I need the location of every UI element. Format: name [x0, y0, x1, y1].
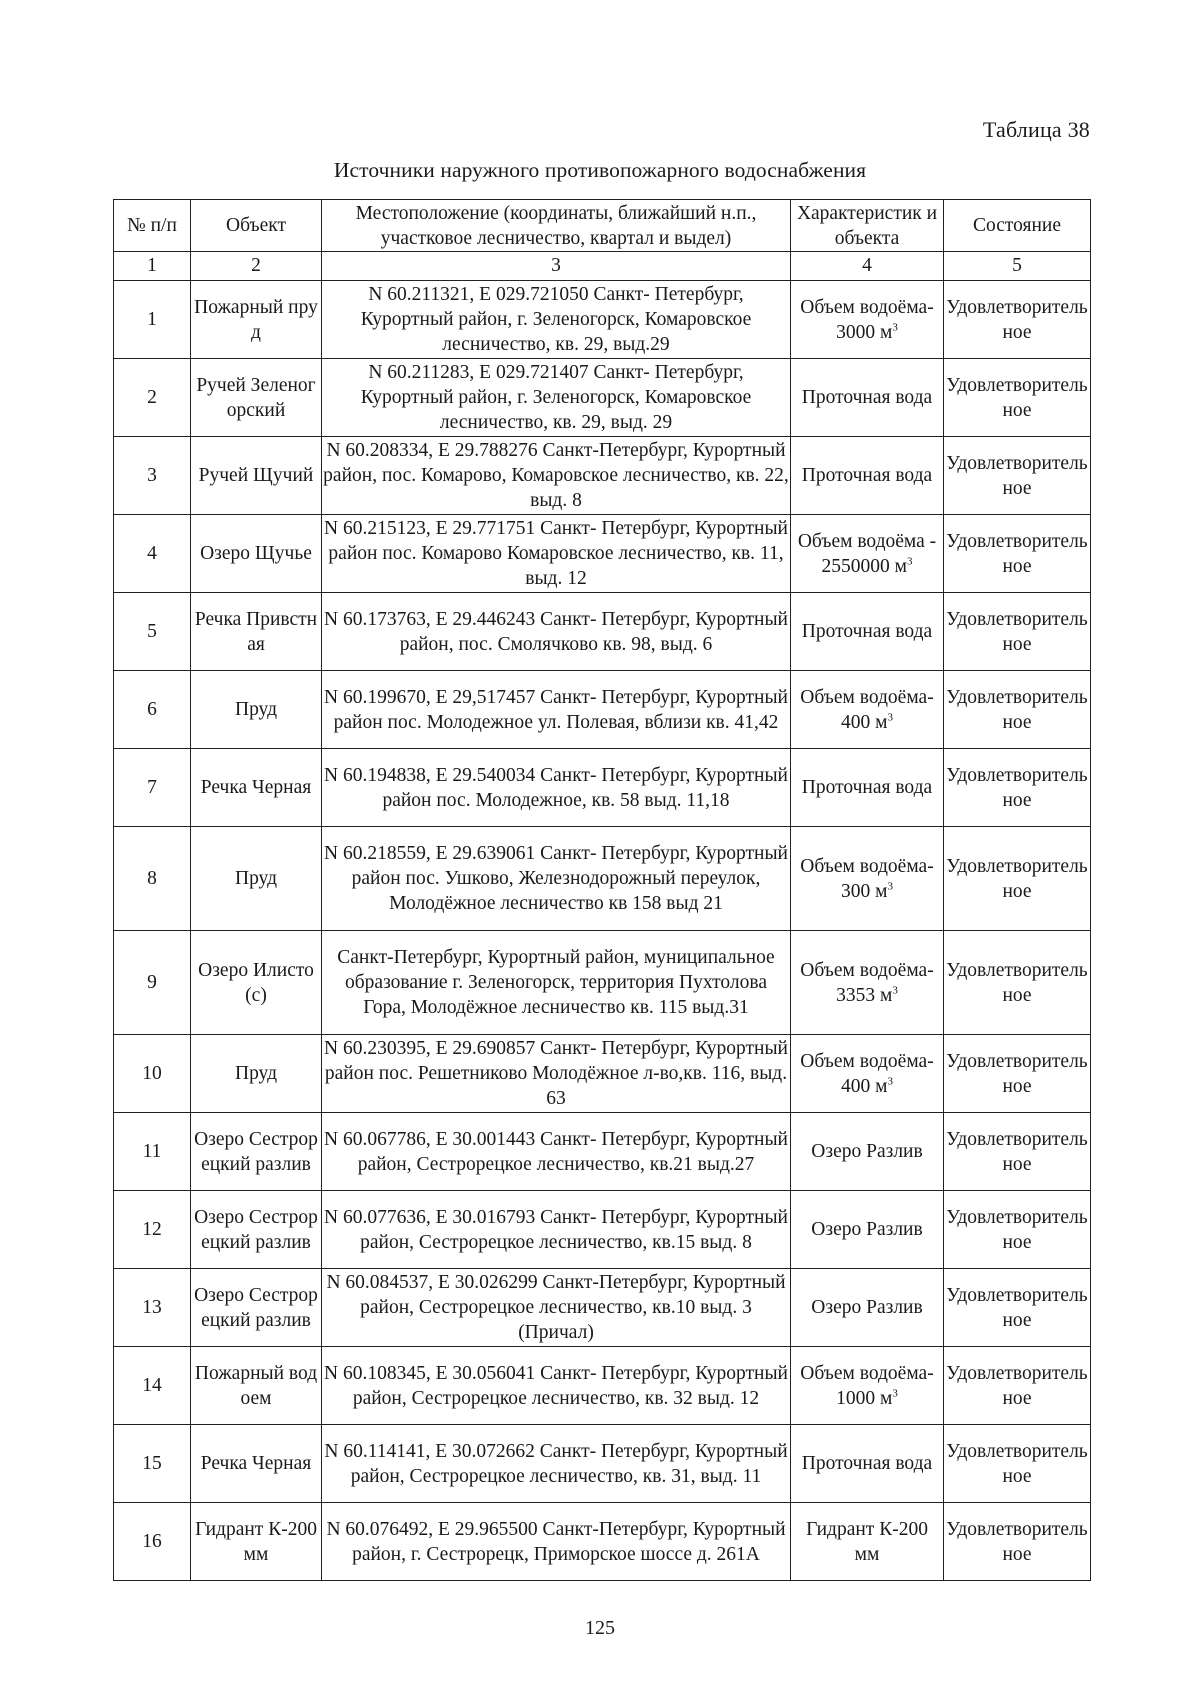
cell-location: N 60.084537, E 30.026299 Санкт-Петербург, Курортный район, Сестрорецкое лесничество, кв.10 выд. 3 (Причал): [322, 1269, 791, 1347]
characteristic-text: Озеро Разлив: [811, 1141, 923, 1162]
cell-num: 3: [114, 437, 191, 515]
cell-characteristic: [791, 749, 944, 827]
cell-object: Речка Черная: [191, 749, 322, 827]
cell-num: 13: [114, 1269, 191, 1347]
header-num: № п/п: [114, 200, 191, 252]
cell-num: 16: [114, 1503, 191, 1581]
cell-num: 9: [114, 931, 191, 1035]
cell-object: Пожарный пруд: [191, 281, 322, 359]
cell-num: 5: [114, 593, 191, 671]
page-number: 125: [585, 1617, 615, 1639]
cell-state: Удовлетворительное: [944, 827, 1091, 931]
cell-num: 15: [114, 1425, 191, 1503]
cell-characteristic: [791, 1269, 944, 1347]
cell-object: Озеро Илисто (с): [191, 931, 322, 1035]
header-characteristic: Характеристик и объекта: [791, 200, 944, 252]
table-row: [114, 359, 1091, 437]
unit-exponent: 3: [892, 984, 898, 996]
characteristic-text: Гидрант К-200 мм: [806, 1518, 928, 1565]
cell-num: 8: [114, 827, 191, 931]
cell-num: 12: [114, 1191, 191, 1269]
unit-exponent: 3: [892, 321, 898, 333]
cell-location: N 60.173763, E 29.446243 Санкт- Петербург, Курортный район, пос. Смолячково кв. 98, выд. 6: [322, 593, 791, 671]
column-number-row: [114, 252, 1091, 281]
cell-location: N 60.077636, E 30.016793 Санкт- Петербург, Курортный район, Сестрорецкое лесничество, кв.15 выд. 8: [322, 1191, 791, 1269]
cell-object: Озеро Сестрорецкий разлив: [191, 1113, 322, 1191]
cell-object: Пожарный водоем: [191, 1347, 322, 1425]
cell-location: N 60.218559, E 29.639061 Санкт- Петербург, Курортный район пос. Ушково, Железнодорожный переулок, Молодёжное лесничество кв 158 выд 21: [322, 827, 791, 931]
cell-state: Удовлетворительное: [944, 1035, 1091, 1113]
cell-state: Удовлетворительное: [944, 931, 1091, 1035]
table-row: [114, 437, 1091, 515]
cell-characteristic: [791, 931, 944, 1035]
cell-state: Удовлетворительное: [944, 593, 1091, 671]
cell-num: 1: [114, 281, 191, 359]
cell-location: N 60.230395, E 29.690857 Санкт- Петербург, Курортный район пос. Решетниково Молодёжное л-во,кв. 116, выд. 63: [322, 1035, 791, 1113]
characteristic-text: Объем водоёма- 3000 м: [800, 296, 934, 343]
characteristic-text: Объем водоёма- 3353 м: [800, 959, 934, 1006]
cell-state: Удовлетворительное: [944, 1191, 1091, 1269]
water-sources-table: [113, 199, 1091, 1581]
table-row: [114, 1191, 1091, 1269]
cell-location: N 60.215123, E 29.771751 Санкт- Петербург, Курортный район пос. Комарово Комаровское лесничество, кв. 11, выд. 12: [322, 515, 791, 593]
cell-location: N 60.114141, E 30.072662 Санкт- Петербург, Курортный район, Сестрорецкое лесничество, кв. 31, выд. 11: [322, 1425, 791, 1503]
table-row: [114, 1503, 1091, 1581]
cell-object: Речка Привстная: [191, 593, 322, 671]
table-row: [114, 1113, 1091, 1191]
cell-state: Удовлетворительное: [944, 671, 1091, 749]
cell-object: Озеро Сестрорецкий разлив: [191, 1191, 322, 1269]
cell-num: 11: [114, 1113, 191, 1191]
characteristic-text: Объем водоёма- 400 м: [800, 686, 934, 733]
cell-location: N 60.067786, E 30.001443 Санкт- Петербург, Курортный район, Сестрорецкое лесничество, кв.21 выд.27: [322, 1113, 791, 1191]
cell-characteristic: [791, 281, 944, 359]
cell-object: Пруд: [191, 1035, 322, 1113]
cell-object: Пруд: [191, 827, 322, 931]
cell-state: Удовлетворительное: [944, 1347, 1091, 1425]
characteristic-text: Проточная вода: [801, 621, 933, 642]
column-number: 1: [114, 252, 191, 281]
table-row: [114, 593, 1091, 671]
cell-num: 7: [114, 749, 191, 827]
characteristic-text: Проточная вода: [801, 777, 933, 798]
cell-characteristic: [791, 593, 944, 671]
table-row: [114, 671, 1091, 749]
table-body: [114, 281, 1091, 1581]
column-number: 2: [191, 252, 322, 281]
cell-location: Санкт-Петербург, Курортный район, муниципальное образование г. Зеленогорск, территория Пухтолова Гора, Молодёжное лесничество кв. 115 выд.31: [322, 931, 791, 1035]
cell-characteristic: [791, 1035, 944, 1113]
table-row: [114, 827, 1091, 931]
cell-object: Ручей Щучий: [191, 437, 322, 515]
table-row: [114, 931, 1091, 1035]
cell-location: N 60.194838, E 29.540034 Санкт- Петербург, Курортный район пос. Молодежное, кв. 58 выд. 11,18: [322, 749, 791, 827]
characteristic-text: Озеро Разлив: [811, 1219, 923, 1240]
cell-object: Озеро Сестрорецкий разлив: [191, 1269, 322, 1347]
cell-characteristic: [791, 1191, 944, 1269]
table-row: [114, 749, 1091, 827]
table-row: [114, 1425, 1091, 1503]
cell-characteristic: [791, 671, 944, 749]
column-number: 3: [322, 252, 791, 281]
cell-state: Удовлетворительное: [944, 281, 1091, 359]
cell-location: N 60.208334, E 29.788276 Санкт-Петербург, Курортный район, пос. Комарово, Комаровское лесничество, кв. 22, выд. 8: [322, 437, 791, 515]
table-row: [114, 1269, 1091, 1347]
unit-exponent: 3: [892, 1387, 898, 1399]
cell-characteristic: [791, 1347, 944, 1425]
unit-exponent: 3: [887, 880, 893, 892]
characteristic-text: Проточная вода: [801, 1453, 933, 1474]
characteristic-text: Объем водоёма- 300 м: [800, 855, 934, 902]
cell-characteristic: [791, 1425, 944, 1503]
table-row: [114, 1347, 1091, 1425]
cell-location: N 60.199670, E 29,517457 Санкт- Петербург, Курортный район пос. Молодежное ул. Полевая, вблизи кв. 41,42: [322, 671, 791, 749]
cell-location: N 60.211321, E 029.721050 Санкт- Петербург, Курортный район, г. Зеленогорск, Комаровское лесничество, кв. 29, выд.29: [322, 281, 791, 359]
cell-state: Удовлетворительное: [944, 359, 1091, 437]
cell-object: Гидрант К-200 мм: [191, 1503, 322, 1581]
cell-characteristic: [791, 515, 944, 593]
characteristic-text: Объем водоёма - 2550000 м: [797, 530, 937, 577]
cell-location: N 60.076492, E 29.965500 Санкт-Петербург, Курортный район, г. Сестрорецк, Приморское шоссе д. 261А: [322, 1503, 791, 1581]
header-row: [114, 200, 1091, 252]
unit-exponent: 3: [887, 711, 893, 723]
cell-characteristic: [791, 827, 944, 931]
cell-num: 10: [114, 1035, 191, 1113]
cell-state: Удовлетворительное: [944, 1113, 1091, 1191]
characteristic-text: Объем водоёма- 400 м: [800, 1050, 934, 1097]
table-number: Таблица 38: [982, 117, 1090, 142]
cell-state: Удовлетворительное: [944, 515, 1091, 593]
cell-num: 2: [114, 359, 191, 437]
cell-characteristic: [791, 1113, 944, 1191]
cell-characteristic: [791, 359, 944, 437]
cell-state: Удовлетворительное: [944, 749, 1091, 827]
unit-exponent: 3: [906, 555, 913, 567]
cell-num: 6: [114, 671, 191, 749]
cell-object: Ручей Зеленогорский: [191, 359, 322, 437]
cell-state: Удовлетворительное: [944, 437, 1091, 515]
cell-location: N 60.211283, E 029.721407 Санкт- Петербург, Курортный район, г. Зеленогорск, Комаровское лесничество, кв. 29, выд. 29: [322, 359, 791, 437]
cell-state: Удовлетворительное: [944, 1503, 1091, 1581]
cell-object: Пруд: [191, 671, 322, 749]
cell-state: Удовлетворительное: [944, 1425, 1091, 1503]
header-location: Местоположение (координаты, ближайший н.п., участковое лесничество, квартал и выдел): [322, 200, 791, 252]
table-row: [114, 515, 1091, 593]
cell-state: Удовлетворительное: [944, 1269, 1091, 1347]
column-number: 4: [791, 252, 944, 281]
header-object: Объект: [191, 200, 322, 252]
cell-object: Речка Черная: [191, 1425, 322, 1503]
characteristic-text: Объем водоёма- 1000 м: [800, 1362, 934, 1409]
cell-characteristic: [791, 1503, 944, 1581]
table-row: [114, 1035, 1091, 1113]
header-state: Состояние: [944, 200, 1091, 252]
cell-object: Озеро Щучье: [191, 515, 322, 593]
table-row: [114, 281, 1091, 359]
characteristic-text: Проточная вода: [801, 387, 933, 408]
characteristic-text: Озеро Разлив: [811, 1297, 923, 1318]
column-number: 5: [944, 252, 1091, 281]
characteristic-text: Проточная вода: [801, 465, 933, 486]
cell-location: N 60.108345, E 30.056041 Санкт- Петербург, Курортный район, Сестрорецкое лесничество, кв. 32 выд. 12: [322, 1347, 791, 1425]
unit-exponent: 3: [887, 1075, 893, 1087]
cell-num: 4: [114, 515, 191, 593]
table-title: Источники наружного противопожарного водоснабжения: [333, 158, 867, 182]
cell-num: 14: [114, 1347, 191, 1425]
cell-characteristic: [791, 437, 944, 515]
